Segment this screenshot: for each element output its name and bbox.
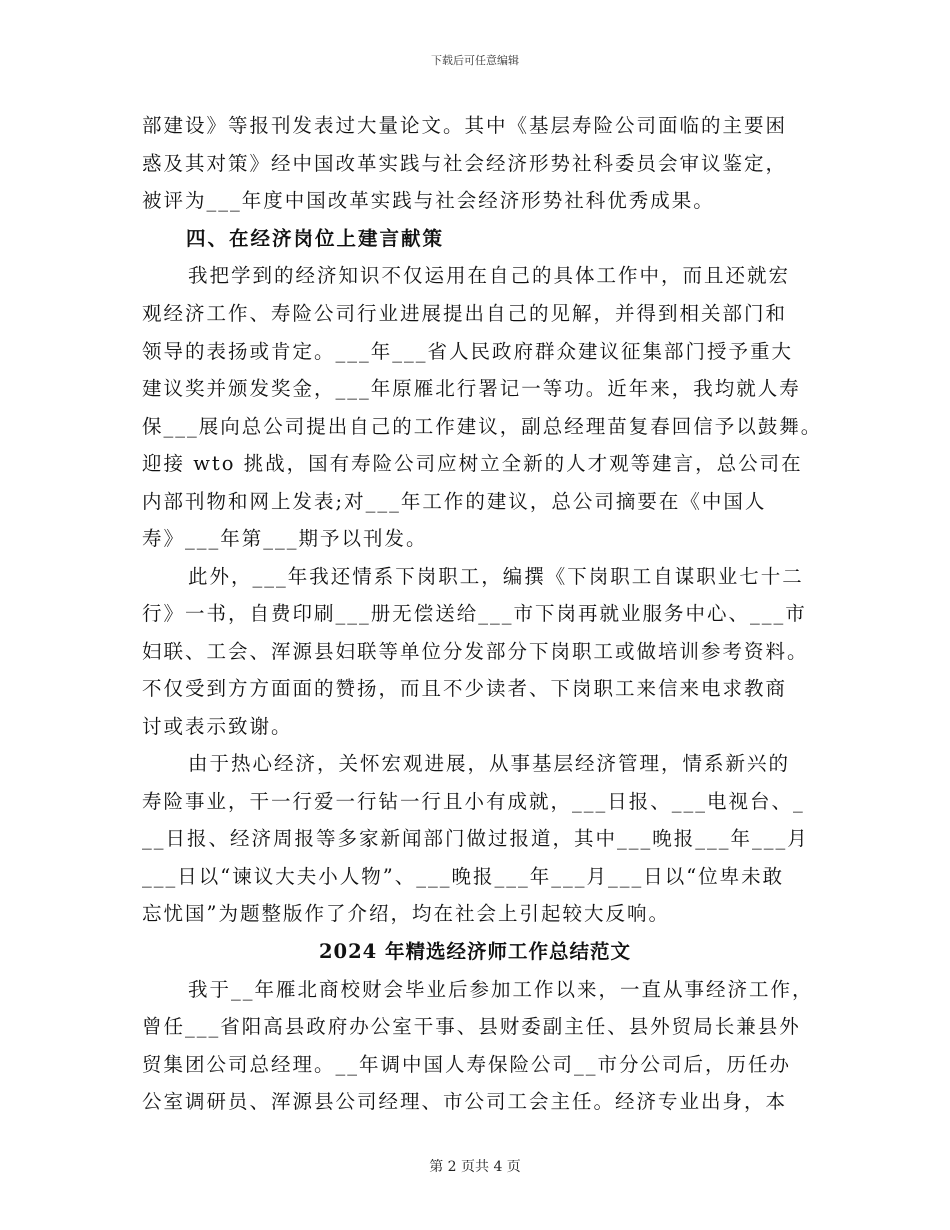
body-line: 公室调研员、浑源县公司经理、市公司工会主任。经济专业出身，本 <box>142 1090 788 1113</box>
body-line: 由于热心经济，关怀宏观进展，从事基层经济管理，情系新兴的 <box>188 752 791 775</box>
body-line: 内部刊物和网上发表;对___年工作的建议，总公司摘要在《中国人 <box>142 490 767 513</box>
body-line: 行》一书，自费印刷___册无偿送给___市下岗再就业服务中心、___市 <box>142 602 807 625</box>
body-line: 寿》___年第___期予以刊发。 <box>142 527 428 550</box>
body-line: 寿险事业，干一行爱一行钻一行且小有成就，___日报、___电视台、_ <box>142 790 805 813</box>
body-line: 不仅受到方方面面的赞扬，而且不少读者、下岗职工来信来电求教商 <box>142 677 788 700</box>
body-line: 此外，___年我还情系下岗职工，编撰《下岗职工自谋职业七十二 <box>188 565 804 588</box>
body-line: ___日以“谏议大夫小人物”、___晚报___年___月___日以“位卑未敢 <box>142 865 785 888</box>
body-line: __日报、经济周报等多家新闻部门做过报道，其中___晚报___年___月 <box>142 827 809 850</box>
body-line: 我把学到的经济知识不仅运用在自己的具体工作中，而且还就宏 <box>188 264 791 287</box>
body-line: 讨或表示致谢。 <box>142 715 293 738</box>
body-line: 保___展向总公司提出自己的工作建议，副总经理苗复春回信予以鼓舞。 <box>142 415 823 438</box>
body-line: 贸集团公司总经理。__年调中国人寿保险公司__市分公司后，历任办 <box>142 1053 792 1076</box>
body-line: 领导的表扬或肯定。___年___省人民政府群众建议征集部门授予重大 <box>142 340 794 363</box>
section-heading: 四、在经济岗位上建言献策 <box>186 227 445 250</box>
page-footer: 第 2 页共 4 页 <box>429 1159 521 1175</box>
body-line: 妇联、工会、浑源县妇联等单位分发部分下岗职工或做培训参考资料。 <box>142 640 809 663</box>
body-line: 惑及其对策》经中国改革实践与社会经济形势社科委员会审议鉴定， <box>142 152 788 175</box>
body-line: 我于__年雁北商校财会毕业后参加工作以来，一直从事经济工作， <box>188 978 814 1001</box>
body-line: 迎接 wto 挑战，国有寿险公司应树立全新的人才观等建言，总公司在 <box>142 452 803 475</box>
body-line: 曾任___省阳高县政府办公室干事、县财委副主任、县外贸局长兼县外 <box>142 1015 801 1038</box>
body-line: 观经济工作、寿险公司行业进展提出自己的见解，并得到相关部门和 <box>142 302 788 325</box>
body-line: 建议奖并颁发奖金，___年原雁北行署记一等功。近年来，我均就人寿 <box>142 377 801 400</box>
page-header: 下载后可任意编辑 <box>431 54 519 67</box>
body-line: 被评为___年度中国改革实践与社会经济形势社科优秀成果。 <box>142 189 715 212</box>
body-line: 部建设》等报刊发表过大量论文。其中《基层寿险公司面临的主要困 <box>142 114 788 137</box>
document-title: 2024 年精选经济师工作总结范文 <box>318 940 632 963</box>
body-line: 忘忧国”为题整版作了介绍，均在社会上引起较大反响。 <box>142 902 670 925</box>
